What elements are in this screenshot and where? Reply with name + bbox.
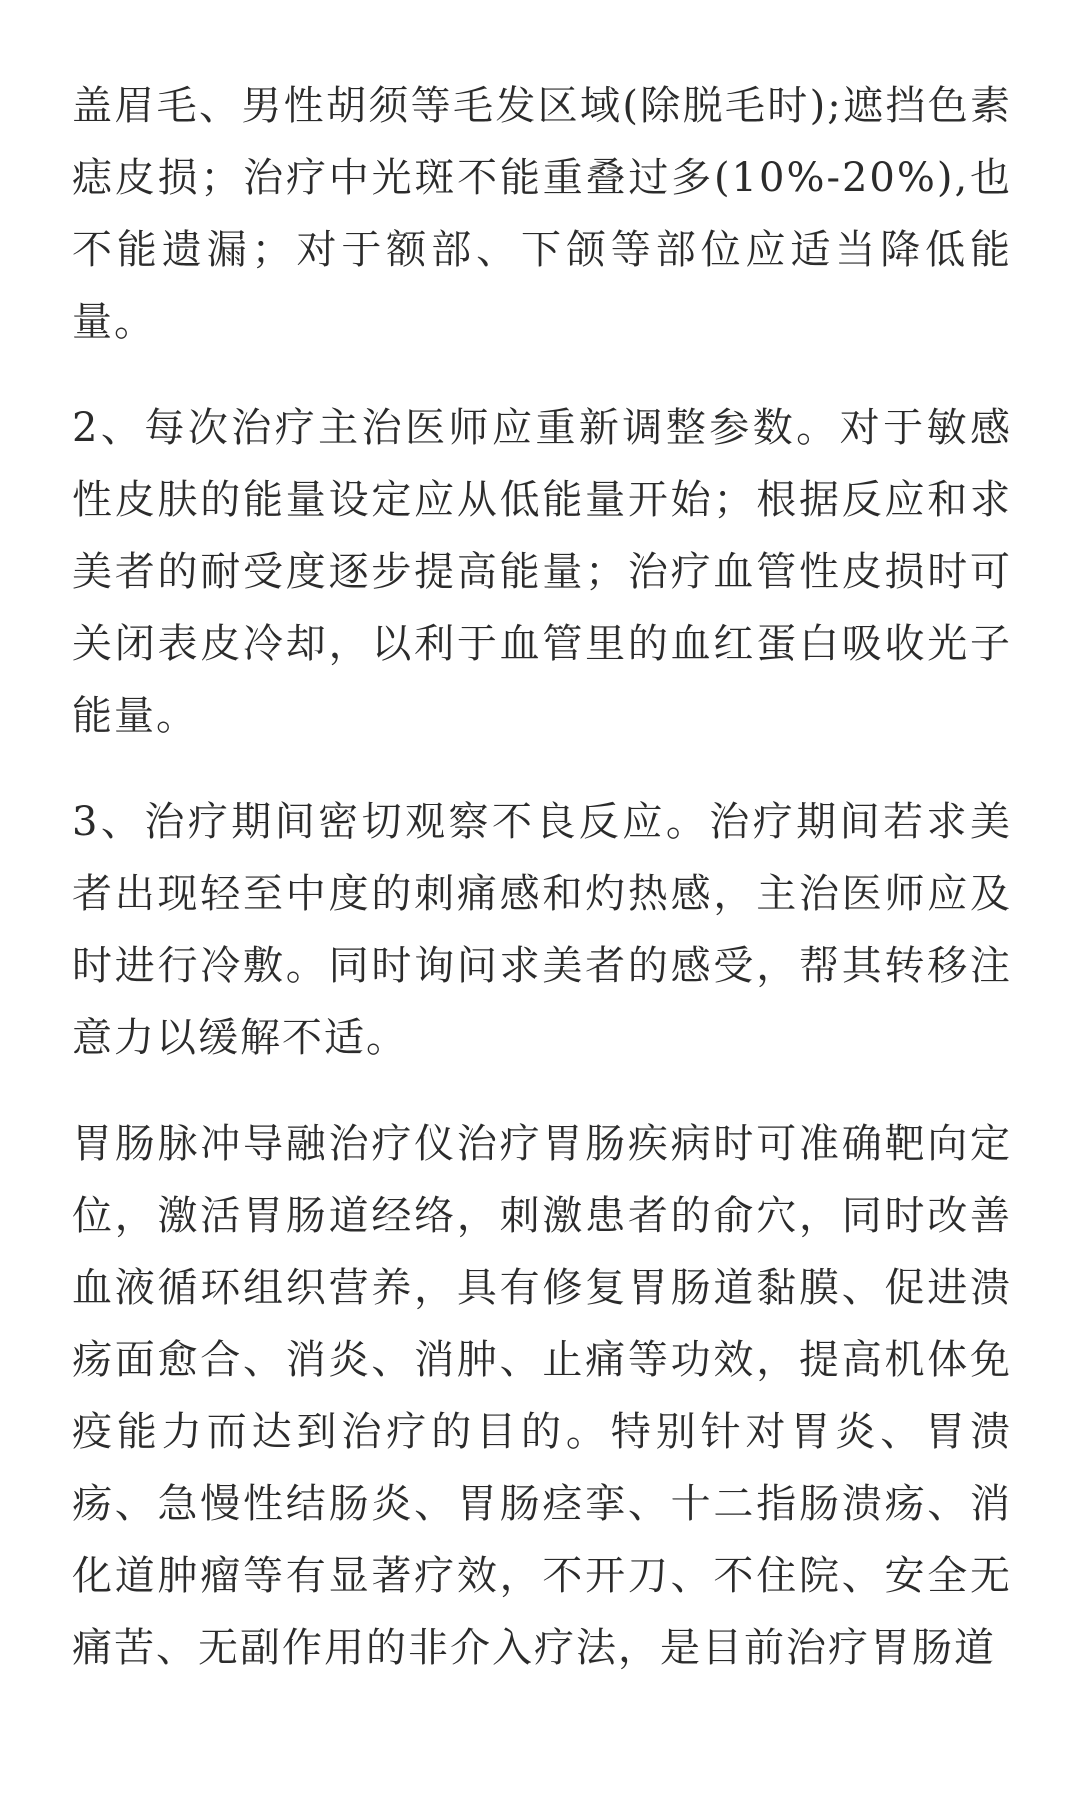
paragraph-item-3-adverse-reactions: 3、治疗期间密切观察不良反应。治疗期间若求美者出现轻至中度的刺痛感和灼热感，主治医师应及时进行冷敷。同时询问求美者的感受，帮其转移注意力以缓解不适。 [72, 799, 1012, 1061]
paragraph-gastro-therapy-device: 胃肠脉冲导融治疗仪治疗胃肠疾病时可准确靶向定位，激活胃肠道经络，刺激患者的俞穴，同时改善血液循环组织营养，具有修复胃肠道黏膜、促进溃疡面愈合、消炎、消肿、止痛等功效，提高机体免疫能力而达到治疗的目的。特别针对胃炎、胃溃疡、急慢性结肠炎、胃肠痉挛、十二指肠溃疡、消化道肿瘤等有显著疗效，不开刀、不住院、安全无痛苦、无副作用的非介入疗法，是目前治疗胃肠道 [72, 1121, 1012, 1671]
paragraph-item-2-parameters: 2、每次治疗主治医师应重新调整参数。对于敏感性皮肤的能量设定应从低能量开始；根据反应和求美者的耐受度逐步提高能量；治疗血管性皮损时可关闭表皮冷却，以利于血管里的血红蛋白吸收光子能量。 [72, 405, 1012, 739]
paragraph-precautions-continued: 盖眉毛、男性胡须等毛发区域(除脱毛时);遮挡色素痣皮损；治疗中光斑不能重叠过多(10%-20%),也不能遗漏；对于额部、下颌等部位应适当降低能量。 [72, 83, 1012, 345]
article-body [72, 70, 1012, 1684]
